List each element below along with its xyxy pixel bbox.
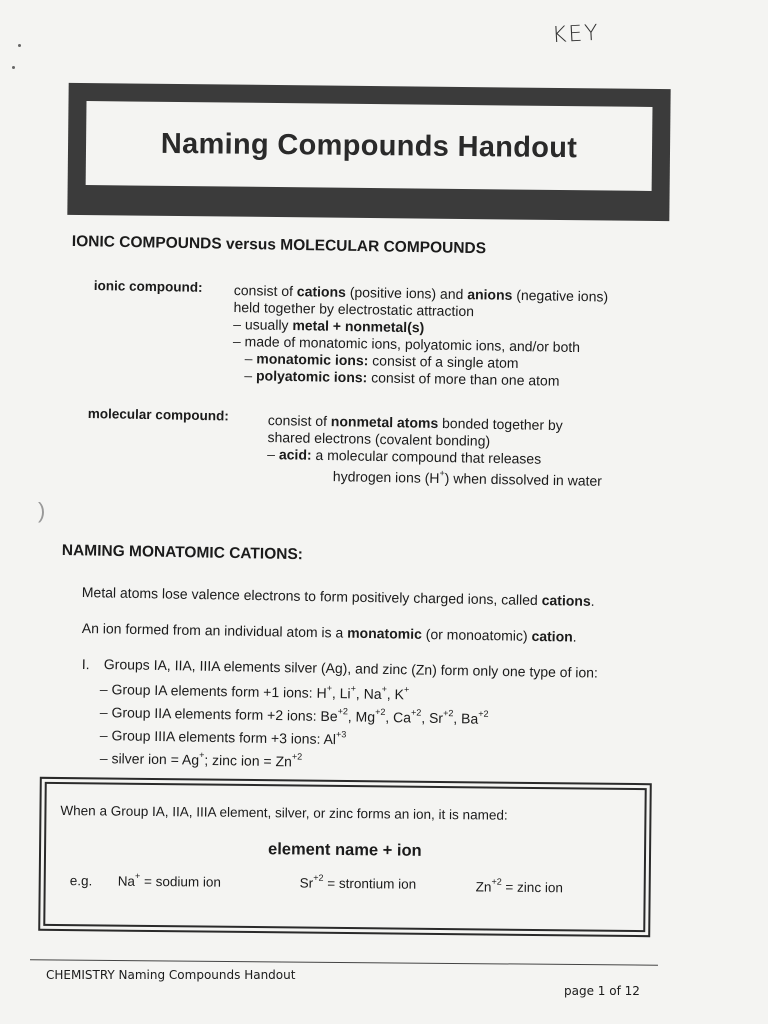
molecular-line-1: consist of nonmetal atoms bonded together by bbox=[267, 412, 563, 434]
speck bbox=[12, 66, 15, 69]
box-intro: When a Group IA, IIA, IIIA element, silver, or zinc forms an ion, it is named: bbox=[60, 803, 508, 823]
page-title: Naming Compounds Handout bbox=[160, 127, 578, 164]
molecular-line-4: hydrogen ions (H+) when dissolved in water bbox=[332, 468, 603, 489]
section-heading-monatomic-cations: NAMING MONATOMIC CATIONS: bbox=[61, 542, 304, 564]
key-handwritten-mark: KEY bbox=[551, 20, 601, 49]
group-iia-line: – Group IIA elements form +2 ions: $Be^{+2}$, $Mg^{+2}$, $Ca^{+2}$, $Sr^{+2}$, $Ba^{+2}$ bbox=[99, 704, 489, 727]
ionic-line-3: – usually metal + nonmetal(s) bbox=[233, 315, 425, 336]
molecular-compound-label: molecular compound: bbox=[87, 406, 229, 424]
monatomic-paragraph: An ion formed from an individual atom is a monatomic (or monoatomic) cation. bbox=[81, 620, 577, 645]
ionic-compound-label: ionic compound: bbox=[93, 278, 203, 295]
group-iia-ions: $Be^{+2}$, $Mg^{+2}$, $Ca^{+2}$, $Sr^{+2}$, $Ba^{+2}$ bbox=[320, 706, 489, 727]
margin-mark: ) bbox=[38, 498, 46, 523]
naming-rule-box bbox=[43, 782, 646, 932]
speck bbox=[18, 44, 21, 47]
example-zinc: $Zn^{+2}$ = zinc ion bbox=[475, 876, 563, 896]
ionic-line-5: – monatomic ions: consist of a single atom bbox=[244, 350, 519, 371]
molecular-line-3: – acid: a molecular compound that releases bbox=[267, 445, 542, 467]
cations-paragraph: Metal atoms lose valence electrons to form positively charged ions, called cations. bbox=[81, 584, 595, 609]
group-ia-ions: H+, Li+, Na+, K+ bbox=[316, 682, 410, 703]
group-ia-line: – Group IA elements form +1 ions: H+, Li+, Na+, K+ bbox=[99, 681, 410, 703]
ionic-line-2: held together by electrostatic attraction bbox=[233, 298, 475, 320]
page-number: page 1 of 12 bbox=[564, 984, 640, 998]
eg-label: e.g. bbox=[69, 873, 93, 889]
molecular-line-2: shared electrons (covalent bonding) bbox=[267, 428, 491, 449]
section-heading-ionic-vs-molecular: IONIC COMPOUNDS versus MOLECULAR COMPOUNDS bbox=[71, 233, 487, 258]
footer-title: CHEMISTRY Naming Compounds Handout bbox=[46, 968, 296, 982]
ionic-line-4: – made of monatomic ions, polyatomic ions, and/or both bbox=[232, 332, 581, 356]
group-iiia-line: – Group IIIA elements form +3 ions: $Al^{+3}$ bbox=[99, 727, 347, 748]
silver-zinc-line: – silver ion = Ag+; zinc ion = $Zn^{+2}$ bbox=[99, 749, 303, 770]
example-sodium: Na+ = sodium ion bbox=[117, 870, 222, 890]
item-text: Groups IA, IIA, IIIA elements silver (Ag), and zinc (Zn) form only one type of ion: bbox=[103, 656, 599, 681]
title-box bbox=[86, 101, 653, 191]
footer-divider bbox=[30, 959, 658, 965]
naming-rule: element name + ion bbox=[267, 840, 422, 860]
ionic-line-1: consist of cations (positive ions) and anions (negative ions) bbox=[233, 282, 609, 305]
ionic-line-6: – polyatomic ions: consist of more than one atom bbox=[244, 367, 560, 389]
example-strontium: $Sr^{+2}$ = strontium ion bbox=[299, 872, 417, 892]
title-frame bbox=[67, 83, 670, 221]
ionic-compound-definition bbox=[232, 282, 664, 391]
item-number: I. bbox=[81, 656, 90, 673]
molecular-compound-definition bbox=[267, 412, 668, 491]
